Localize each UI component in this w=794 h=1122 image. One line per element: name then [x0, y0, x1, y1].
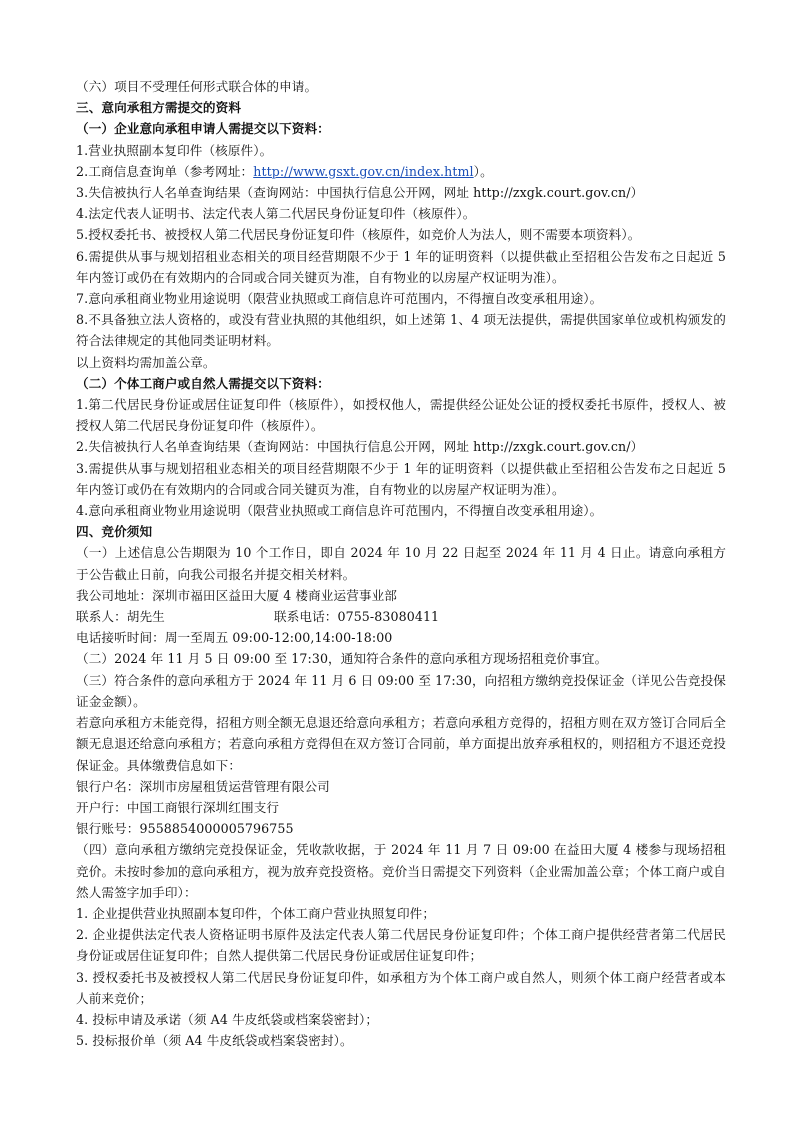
bid-doc-item-3: 3. 授权委托书及被授权人第二代居民身份证复印件，如承租方为个体工商户或自然人，则须个体工商户经营者或本人前来竞价；	[76, 969, 726, 1006]
enterprise-item-2-prefix: 2.工商信息查询单（参考网址：	[76, 163, 254, 179]
deposit-refund-terms: 若意向承租方未能竞得，招租方则全额无息退还给意向承租方；若意向承租方竞得的，招租方则在双方签订合同后全额无息退还给意向承租方；若意向承租方竞得但在双方签订合同前，单方面提出放弃承租权的，则招租方不退还竞投保证金。具体缴费信息如下：	[76, 715, 726, 773]
enterprise-item-2	[76, 161, 726, 182]
contact-row	[76, 606, 726, 627]
bidding-para-2: （二）2024 年 11 月 5 日 09:00 至 17:30，通知符合条件的意向承租方现场招租竞价事宜。	[76, 651, 608, 667]
contact-phone: 联系电话：0755-83080411	[274, 609, 440, 625]
section-heading-bidding: 四、竞价须知	[76, 524, 153, 540]
company-address: 我公司地址：深圳市福田区益田大厦 4 楼商业运营事业部	[76, 587, 397, 603]
individual-item-3: 3.需提供从事与规划招租业态相关的项目经营期限不少于 1 年的证明资料（以提供截止至招租公告发布之日起近 5 年内签订或仍在有效期内的合同或合同关键页为准，自有物业的以房屋产权证明为准）。	[76, 460, 726, 497]
subheading-enterprise: （一）企业意向承租申请人需提交以下资料：	[76, 121, 330, 137]
enterprise-item-3: 3.失信被执行人名单查询结果（查询网站：中国执行信息公开网，网址 http://zxgk.court.gov.cn/）	[76, 185, 644, 201]
enterprise-item-1: 1.营业执照副本复印件（核原件）。	[76, 142, 273, 158]
enterprise-item-5: 5.授权委托书、被授权人第二代居民身份证复印件（核原件，如竞价人为法人，则不需要本项资料）。	[76, 227, 641, 243]
subheading-individual: （二）个体工商户或自然人需提交以下资料：	[76, 375, 330, 391]
seal-note: 以上资料均需加盖公章。	[76, 354, 216, 370]
bidding-para-3: （三）符合条件的意向承租方于 2024 年 11 月 6 日 09:00 至 17:30，向招租方缴纳竞投保证金（详见公告竞投保证金金额）。	[76, 672, 726, 709]
bid-doc-item-4: 4. 投标申请及承诺（须 A4 牛皮纸袋或档案袋密封）；	[76, 1011, 379, 1027]
bid-doc-item-1: 1. 企业提供营业执照副本复印件，个体工商户营业执照复印件；	[76, 905, 436, 921]
bank-branch: 开户行：中国工商银行深圳红围支行	[76, 799, 280, 815]
bid-doc-item-5: 5. 投标报价单（须 A4 牛皮纸袋或档案袋密封）。	[76, 1033, 353, 1049]
bidding-para-4: （四）意向承租方缴纳完竞投保证金，凭收款收据，于 2024 年 11 月 7 日 09:00 在益田大厦 4 楼参与现场招租竞价。未按时参加的意向承租方，视为放弃竞投资格。竞价当日需提交下列资料（企业需加盖公章；个体工商户或自然人需签字加手印）：	[76, 842, 726, 900]
contact-person: 联系人：胡先生	[76, 609, 165, 625]
bid-doc-item-2: 2. 企业提供法定代表人资格证明书原件及法定代表人第二代居民身份证复印件；个体工商户提供经营者第二代居民身份证或居住证复印件；自然人提供第二代居民身份证或居住证复印件；	[76, 927, 726, 964]
individual-item-2: 2.失信被执行人名单查询结果（查询网站：中国执行信息公开网，网址 http://zxgk.court.gov.cn/）	[76, 439, 644, 455]
bank-account-number: 银行账号：9558854000005796755	[76, 821, 294, 837]
section-heading-materials: 三、意向承租方需提交的资料	[76, 100, 242, 116]
enterprise-item-7: 7.意向承租商业物业用途说明（限营业执照或工商信息许可范围内，不得擅自改变承租用途）。	[76, 291, 603, 307]
individual-item-1: 1.第二代居民身份证或居住证复印件（核原件），如授权他人，需提供经公证处公证的授权委托书原件，授权人、被授权人第二代居民身份证复印件（核原件）。	[76, 397, 726, 434]
document-page	[76, 76, 726, 1051]
clause-no-consortium: （六）项目不受理任何形式联合体的申请。	[76, 79, 318, 94]
individual-item-4: 4.意向承租商业物业用途说明（限营业执照或工商信息许可范围内，不得擅自改变承租用途）。	[76, 503, 603, 519]
enterprise-item-4: 4.法定代表人证明书、法定代表人第二代居民身份证复印件（核原件）。	[76, 206, 476, 222]
bidding-para-1: （一）上述信息公告期限为 10 个工作日，即自 2024 年 10 月 22 日起至 2024 年 11 月 4 日止。请意向承租方于公告截止日前，向我公司报名并提交相关材料。	[76, 545, 726, 582]
phone-hours: 电话接听时间：周一至周五 09:00-12:00,14:00-18:00	[76, 630, 393, 646]
bank-account-name: 银行户名：深圳市房屋租赁运营管理有限公司	[76, 778, 330, 794]
gsxt-link[interactable]: http://www.gsxt.gov.cn/index.html	[253, 163, 474, 179]
enterprise-item-8: 8.不具备独立法人资格的，或没有营业执照的其他组织，如上述第 1、4 项无法提供，需提供国家单位或机构颁发的符合法律规定的其他同类证明材料。	[76, 312, 726, 349]
enterprise-item-2-suffix: ）。	[473, 163, 493, 179]
enterprise-item-6: 6.需提供从事与规划招租业态相关的项目经营期限不少于 1 年的证明资料（以提供截止至招租公告发布之日起近 5 年内签订或仍在有效期内的合同或合同关键页为准，自有物业的以房屋产权证明为准）。	[76, 248, 726, 285]
